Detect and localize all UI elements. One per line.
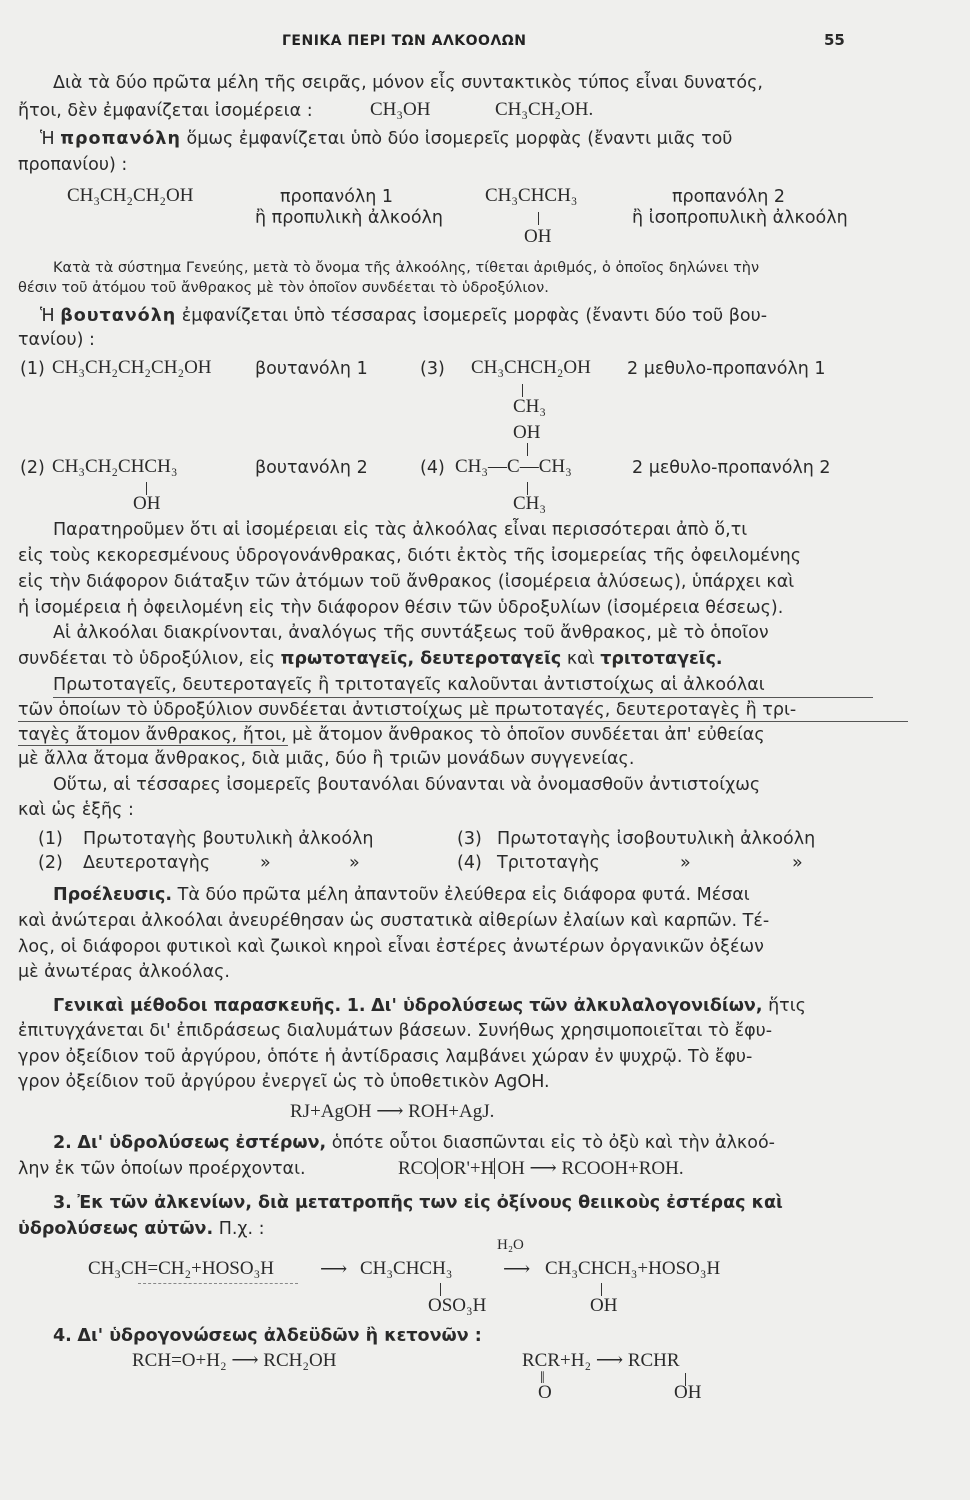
isomerism-line-1: Παρατηροῦμεν ὅτι αἱ ἰσομέρειαι εἰς τὰς ἀλκοόλας εἶναι περισσότεραι ἀπὸ ὅ,τι xyxy=(53,520,748,540)
classification-term-1: πρωτοταγεῖς, δευτεροταγεῖς xyxy=(280,649,562,669)
method-3-line-2 xyxy=(18,1219,265,1239)
isomerism-line-2: εἰς τοὺς κεκορεσμένους ὑδρογονάνθρακας, διότι ἐκτὸς τῆς ἰσομερείας τῆς ὀφειλομένης xyxy=(18,546,802,566)
naming-2-ditto-1: » xyxy=(260,853,271,873)
isomerism-line-4: ἡ ἰσομέρεια ἡ ὀφειλομένη εἰς τὴν διάφορον θέσιν τῶν ὑδροξυλίων (ἰσομέρεια θέσεως). xyxy=(18,598,784,618)
intro-line-3-pre: Ἡ xyxy=(40,129,61,149)
classification-line-1: Αἱ ἀλκοόλαι διακρίνονται, ἀναλόγως τῆς συντάξεως τοῦ ἄνθρακος, μὲ τὸ ὁποῖον xyxy=(53,623,769,643)
butanol-4-name: 2 μεθυλο-προπανόλη 2 xyxy=(632,458,831,478)
method-2-equation xyxy=(398,1157,684,1180)
butanol-1-number: (1) xyxy=(20,359,45,379)
underline-1 xyxy=(53,697,873,698)
naming-2-ditto-2: » xyxy=(349,853,360,873)
method-2-line-1 xyxy=(53,1133,775,1153)
classification-line-6: μὲ ἄλλα ἄτομα ἄνθρακος, διὰ μιᾶς, δύο ἢ τριῶν μονάδων συγγενείας. xyxy=(18,749,635,769)
underline-2 xyxy=(18,721,908,722)
naming-3-number: (3) xyxy=(457,829,482,849)
propanol-2-formula: CH₃CHCH₃ xyxy=(485,185,578,206)
method-4-number: 4. xyxy=(53,1326,72,1346)
method-3-reactants: CH₃CH=CH₂+HOSO₃H xyxy=(88,1258,274,1279)
propanol-1-formula: CH₃CH₂CH₂OH xyxy=(67,185,194,206)
butanol-2-oh: OH xyxy=(133,493,161,514)
method-3-example: Π.χ. : xyxy=(218,1219,265,1239)
butanol-3-formula: CH₃CHCH₂OH xyxy=(471,357,591,378)
naming-4-ditto-2: » xyxy=(792,853,803,873)
running-header: ΓΕΝΙΚΑ ΠΕΡΙ ΤΩΝ ΑΛΚΟΟΛΩΝ xyxy=(282,33,527,49)
underline-3 xyxy=(18,745,288,746)
classification-line-3: Πρωτοταγεῖς, δευτεροταγεῖς ἢ τριτοταγεῖς καλοῦνται ἀντιστοίχως αἱ ἀλκοόλαι xyxy=(53,675,765,695)
propanol-2-oh: OH xyxy=(524,226,552,247)
method-4-title: Δι' ὑδρογονώσεως ἀλδεϋδῶν ἢ κετονῶν : xyxy=(77,1326,482,1346)
formula-ethanol: CH₃CH₂OH. xyxy=(495,99,594,120)
butanol-term: βουτανόλη xyxy=(60,306,177,326)
propanol-term: προπανόλη xyxy=(60,129,181,149)
butanol-3-methyl: CH₃ xyxy=(513,396,547,417)
origin-line-1-text: Τὰ δύο πρῶτα μέλη ἀπαντοῦν ἐλεύθερα εἰς διάφορα φυτά. Μέσαι xyxy=(177,885,750,905)
intro-line-3-post: ὅμως ἐμφανίζεται ὑπὸ δύο ἰσομερεῖς μορφὰς (ἔναντι μιᾶς τοῦ xyxy=(180,129,733,149)
method-2-eq-rest: OH ⟶ RCOOH+ROH. xyxy=(494,1158,683,1179)
butanol-intro-pre: Ἡ xyxy=(40,306,61,326)
butanol-4-methyl: CH₃ xyxy=(513,493,547,514)
naming-3: Πρωτοταγὴς ἰσοβουτυλικὴ ἀλκοόλη xyxy=(497,829,816,849)
methods-title: Γενικαὶ μέθοδοι παρασκευῆς. xyxy=(53,996,342,1016)
method-4-aldehyde-equation: RCH=O+H₂ ⟶ RCH₂OH xyxy=(132,1350,337,1371)
method-2-eq-h: +H xyxy=(469,1158,495,1179)
method-4-oxygen: O xyxy=(538,1382,552,1403)
origin-line-3: λος, οἱ διάφοροι φυτικοὶ καὶ ζωικοὶ κηροὶ εἶναι ἐστέρες ἀνωτέρων ὀργανικῶν ὀξέων xyxy=(18,937,764,957)
butanol-2-number: (2) xyxy=(20,458,45,478)
method-3-arrow-1: ⟶ xyxy=(320,1259,348,1280)
butanol-1-name: βουτανόλη 1 xyxy=(255,359,368,379)
method-2-eq-acyl: RCO xyxy=(398,1158,438,1179)
origin-line-2: καὶ ἀνώτεραι ἀλκοόλαι ἀνευρέθησαν ὡς συστατικὰ αἰθερίων ἐλαίων καὶ καρπῶν. Τέ- xyxy=(18,911,770,931)
intro-line-1: Διὰ τὰ δύο πρῶτα μέλη τῆς σειρᾶς, μόνον εἷς συντακτικὸς τύπος εἶναι δυνατός, xyxy=(53,73,763,93)
intro-line-3 xyxy=(40,129,732,149)
method-3-products: CH₃CHCH₃+HOSO₃H xyxy=(545,1258,721,1279)
naming-2: Δευτεροταγὴς xyxy=(83,853,211,873)
method-2-title: Δι' ὑδρολύσεως ἐστέρων, xyxy=(77,1133,327,1153)
classification-term-2: τριτοταγεῖς. xyxy=(600,649,723,669)
method-4-ketone-equation: RCR+H₂ ⟶ RCHR xyxy=(522,1350,680,1371)
propanol-2-bond xyxy=(538,212,539,225)
method-4-line-1 xyxy=(53,1326,482,1346)
butanol-4-formula: CH₃—C—CH₃ xyxy=(455,456,572,477)
geneva-note-line-1: Κατὰ τὰ σύστημα Γενεύης, μετὰ τὸ ὄνομα τῆς ἀλκοόλης, τίθεται ἀριθμός, ὁ ὁποῖος δηλώνει τὴν xyxy=(53,260,760,276)
geneva-note-line-2: θέσιν τοῦ ἀτόμου τοῦ ἄνθρακος μὲ τὸν ὁποῖον συνδέεται τὸ ὑδροξύλιον. xyxy=(18,280,549,296)
naming-1-number: (1) xyxy=(38,829,63,849)
method-4-double-bond: ‖ xyxy=(540,1368,545,1387)
method-3-hydroxyl: OH xyxy=(590,1295,618,1316)
propanol-2-alt-name: ἢ ἰσοπροπυλικὴ ἀλκοόλη xyxy=(632,208,848,228)
propanol-2-name: προπανόλη 2 xyxy=(672,187,786,207)
butanol-4-number: (4) xyxy=(420,458,445,478)
classification-line-2-mid: καὶ xyxy=(561,649,601,669)
method-3-sulfate: OSO₃H xyxy=(428,1295,487,1316)
isomerism-line-3: εἰς τὴν διάφορον διάταξιν τῶν ἀτόμων τοῦ ἄνθρακος (ἰσομέρεια ἁλύσεως), ὑπάρχει καὶ xyxy=(18,572,795,592)
butanol-3-number: (3) xyxy=(420,359,445,379)
origin-line-1 xyxy=(53,885,750,905)
method-3-dashed-box xyxy=(138,1283,298,1284)
butanol-3-name: 2 μεθυλο-προπανόλη 1 xyxy=(627,359,826,379)
method-3-title: Ἐκ τῶν ἀλκενίων, διὰ μετατροπῆς των εἰς ὀξίνους θειικοὺς ἐστέρας καὶ xyxy=(77,1193,783,1213)
butanol-2-formula: CH₃CH₂CHCH₃ xyxy=(52,456,178,477)
method-2-eq-alkoxy: OR' xyxy=(437,1158,470,1179)
formula-methanol: CH₃OH xyxy=(370,99,431,120)
method-1-line-2: ἐπιτυγχάνεται δι' ἐπιδράσεως διαλυμάτων βάσεων. Συνήθως χρησιμοποιεῖται τὸ ἔφυ- xyxy=(18,1021,773,1041)
method-3-number: 3. xyxy=(53,1193,72,1213)
classification-line-4: τῶν ὁποίων τὸ ὑδροξύλιον συνδέεται ἀντιστοίχως μὲ πρωτοταγές, δευτεροταγὲς ἢ τρι- xyxy=(18,700,797,720)
method-2-number: 2. xyxy=(53,1133,72,1153)
naming-2-number: (2) xyxy=(38,853,63,873)
classification-line-7: Οὕτω, αἱ τέσσαρες ἰσομερεῖς βουτανόλαι δύνανται νὰ ὀνομασθοῦν ἀντιστοίχως xyxy=(53,775,761,795)
method-1-line-1-text: ἥτις xyxy=(768,996,806,1016)
method-3-line-1 xyxy=(53,1193,783,1213)
origin-title: Προέλευσις. xyxy=(53,885,173,905)
classification-line-8: καὶ ὡς ἑξῆς : xyxy=(18,800,134,820)
method-1-title: Δι' ὑδρολύσεως τῶν ἀλκυλαλογονιδίων, xyxy=(371,996,763,1016)
butanol-4-top-bond xyxy=(527,443,528,456)
classification-line-2-pre: συνδέεται τὸ ὑδροξύλιον, εἰς xyxy=(18,649,281,669)
intro-line-4: προπανίου) : xyxy=(18,155,128,175)
method-1-line-4: γρον ὀξείδιον τοῦ ἀργύρου ἐνεργεῖ ὡς τὸ ὑποθετικὸν AgOH. xyxy=(18,1072,550,1092)
butanol-1-formula: CH₃CH₂CH₂CH₂OH xyxy=(52,357,212,378)
page-number: 55 xyxy=(824,31,845,49)
method-3-water: H₂O xyxy=(497,1237,524,1253)
method-1-line-3: γρον ὀξείδιον τοῦ ἀργύρου, ὁπότε ἡ ἀντίδρασις λαμβάνει χώραν ἐν ψυχρῷ. Τὸ ἔφυ- xyxy=(18,1047,753,1067)
naming-4-number: (4) xyxy=(457,853,482,873)
method-1-line-1 xyxy=(53,996,806,1016)
butanol-intro-line-2: τανίου) : xyxy=(18,330,95,350)
naming-4-ditto-1: » xyxy=(680,853,691,873)
method-3-arrow-2: ⟶ xyxy=(503,1259,531,1280)
butanol-intro-post: ἐμφανίζεται ὑπὸ τέσσαρας ἰσομερεῖς μορφὰς (ἔναντι δύο τοῦ βου- xyxy=(176,306,768,326)
propanol-1-alt-name: ἢ προπυλικὴ ἀλκοόλη xyxy=(255,208,443,228)
method-2-line-1-text: ὁπότε οὗτοι διασπῶνται εἰς τὸ ὀξὺ καὶ τὴν ἀλκοό- xyxy=(331,1133,775,1153)
naming-4: Τριτοταγὴς xyxy=(497,853,600,873)
intro-line-2: ἤτοι, δὲν ἐμφανίζεται ἰσομέρεια : xyxy=(18,101,313,121)
classification-line-5: ταγὲς ἄτομον ἄνθρακος, ἤτοι, μὲ ἄτομον ἄνθρακος τὸ ὁποῖον συνδέεται ἀπ' εὐθείας xyxy=(18,725,765,745)
method-3-intermediate: CH₃CHCH₃ xyxy=(360,1258,453,1279)
butanol-2-name: βουτανόλη 2 xyxy=(255,458,368,478)
butanol-intro-line-1 xyxy=(40,306,767,326)
method-3-title-cont: ὑδρολύσεως αὐτῶν. xyxy=(18,1219,214,1239)
method-1-number: 1. xyxy=(346,996,366,1016)
propanol-1-name: προπανόλη 1 xyxy=(280,187,394,207)
classification-line-2 xyxy=(18,649,723,669)
naming-1: Πρωτοταγὴς βουτυλικὴ ἀλκοόλη xyxy=(83,829,374,849)
method-1-equation: RJ+AgOH ⟶ ROH+AgJ. xyxy=(290,1101,495,1122)
method-4-hydroxyl: OH xyxy=(674,1382,702,1403)
butanol-4-oh: OH xyxy=(513,422,541,443)
method-2-line-2: λην ἐκ τῶν ὁποίων προέρχονται. xyxy=(18,1159,306,1179)
origin-line-4: μὲ ἀνωτέρας ἀλκοόλας. xyxy=(18,962,230,982)
